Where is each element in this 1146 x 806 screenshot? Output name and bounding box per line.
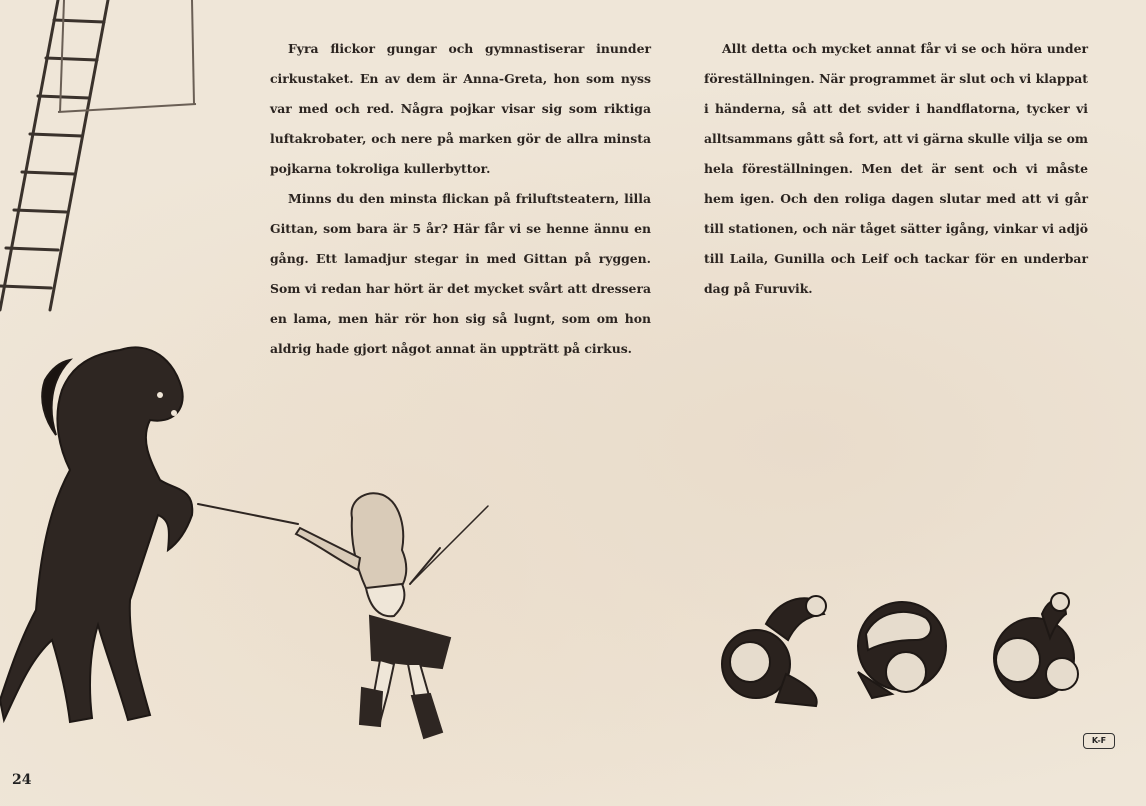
rope-ladder-illustration [0,0,200,330]
left-paragraph-1: Fyra flickor gungar och gymnastiserar inunder cirkustaket. En av dem är Anna-Greta, hon som nyss var med och red. Några pojkar visar sig som riktiga luftakrobater, och nere på marken gör de allra minsta pojkarna tokroliga kullerbyttor. [270,41,651,176]
artist-monogram: K-F [1083,733,1115,749]
page-number: 24 [12,772,32,788]
right-text-column [704,34,1088,304]
left-paragraph-2: Minns du den minsta flickan på friluftsteatern, lilla Gittan, som bara är 5 år? Här får vi se henne ännu en gång. Ett lamadjur stegar in med Gittan på ryggen. Som vi redan har hört är det mycket svårt att dressera en lama, men här rör hon sig så lugnt, som om hon aldrig hade gjort något annat än uppträtt på cirkus. [270,191,651,356]
right-paragraph-1: Allt detta och mycket annat får vi se och höra under föreställningen. När programmet är slut och vi klappat i händerna, så att det svider i handflatorna, tycker vi alltsammans gått så fort, att vi gärna skulle vilja se om hela föreställningen. Men det är sent och vi måste hem igen. Och den roliga dagen slutar med att vi går till stationen, och när tåget sätter igång, vinkar vi adjö till Laila, Gunilla och Leif och tackar för en underbar dag på Furuvik. [704,41,1088,296]
tumbling-boys-illustration [716,584,1096,724]
rearing-pony-illustration [0,340,210,730]
left-text-column [270,34,651,364]
girl-trainer-illustration [180,488,500,758]
